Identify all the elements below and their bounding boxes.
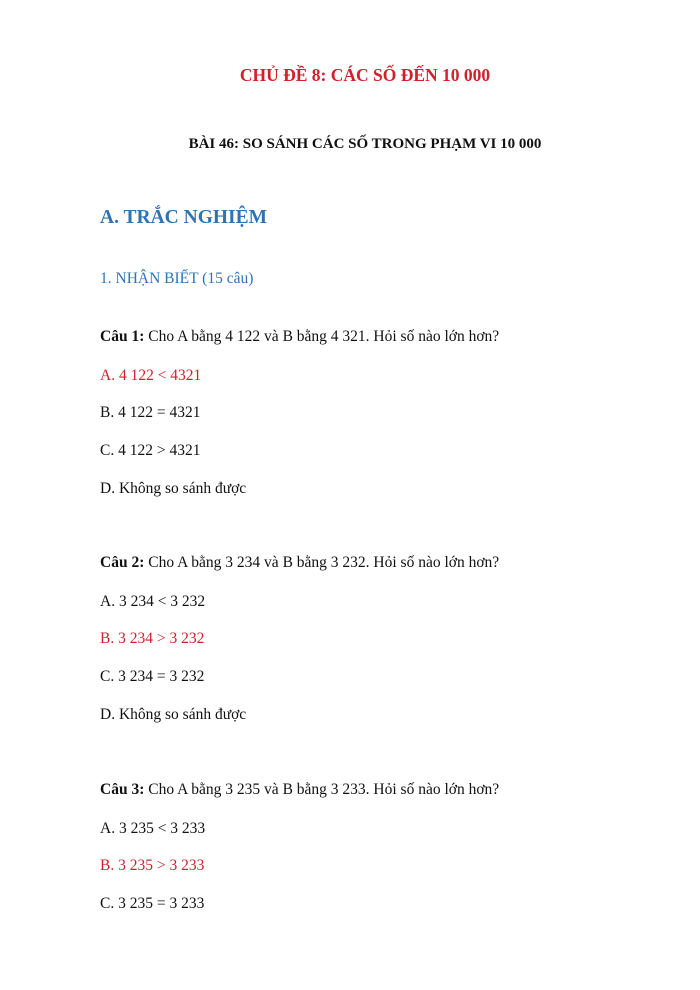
answer-option: B. 4 122 = 4321 [100,404,201,421]
answer-option: D. Không so sánh được [100,706,247,723]
section-heading: A. TRẮC NGHIỆM [100,207,268,228]
answer-option: C. 3 235 = 3 233 [100,895,205,912]
question-label: Câu 3: [100,781,145,798]
lesson-title: BÀI 46: SO SÁNH CÁC SỐ TRONG PHẠM VI 10 000 [188,136,542,152]
answer-option-highlighted: B. 3 235 > 3 233 [100,857,205,874]
answer-option: A. 3 235 < 3 233 [100,820,206,837]
question-label: Câu 2: [100,554,145,571]
answer-option: C. 4 122 > 4321 [100,442,201,459]
question-text: Cho A bằng 3 234 và B bằng 3 232. Hỏi số nào lớn hơn? [144,554,500,571]
question-text: Cho A bằng 4 122 và B bằng 4 321. Hỏi số nào lớn hơn? [144,328,500,345]
chapter-title: CHỦ ĐỀ 8: CÁC SỐ ĐẾN 10 000 [239,65,491,85]
answer-option: D. Không so sánh được [100,480,247,497]
question-1 [100,328,499,346]
subsection-heading: 1. NHẬN BIẾT (15 câu) [100,270,254,287]
question-label: Câu 1: [100,328,145,345]
answer-option: C. 3 234 = 3 232 [100,668,205,685]
answer-option-highlighted: A. 4 122 < 4321 [100,367,202,384]
question-2 [100,554,499,572]
answer-option-highlighted: B. 3 234 > 3 232 [100,630,205,647]
answer-option: A. 3 234 < 3 232 [100,593,206,610]
question-text: Cho A bằng 3 235 và B bằng 3 233. Hỏi số nào lớn hơn? [144,781,500,798]
question-3 [100,781,499,799]
